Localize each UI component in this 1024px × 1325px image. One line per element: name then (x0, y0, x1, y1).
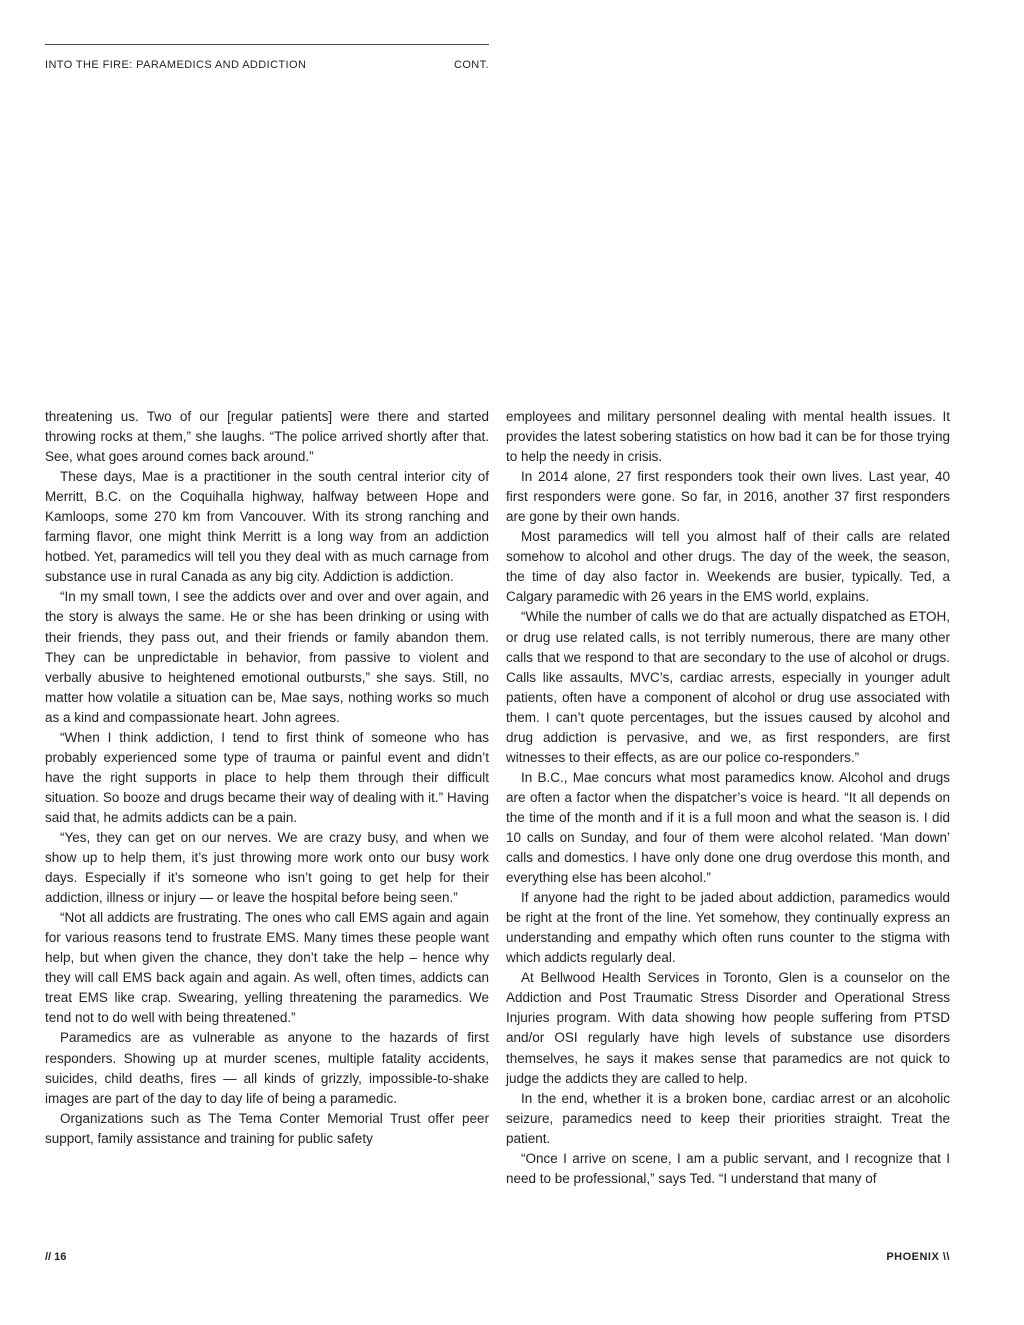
paragraph: At Bellwood Health Services in Toronto, Glen is a counselor on the Addiction and Post Traumatic Stress Disorder and Operational Stress Injuries program. With data showing how people suffering from PTSD and/or OSI regularly have high levels of substance use disorders themselves, he says it makes sense that paramedics are not quick to judge the addicts they are called to help. (506, 970, 950, 1086)
publication-name: PHOENIX \\ (886, 1251, 950, 1263)
paragraph: “Once I arrive on scene, I am a public servant, and I recognize that I need to be professional,” says Ted. “I understand that many of (506, 1150, 950, 1186)
paragraph: Organizations such as The Tema Conter Memorial Trust offer peer support, family assistance and training for public safety (45, 1110, 489, 1146)
paragraph: employees and military personnel dealing with mental health issues. It provides the latest sobering statistics on how bad it can be for those trying to help the needy in crisis. (506, 409, 950, 465)
paragraph: Paramedics are as vulnerable as anyone to the hazards of first responders. Showing up at murder scenes, multiple fatality accidents, suicides, child deaths, fires — all kinds of grizzly, impossible-to-shake images are part of the day to day life of being a paramedic. (45, 1030, 489, 1106)
paragraph: threatening us. Two of our [regular patients] were there and started throwing rocks at them,” she laughs. “The police arrived shortly after that. See, what goes around comes back around.” (45, 409, 489, 465)
paragraph: These days, Mae is a practitioner in the south central interior city of Merritt, B.C. on the Coquihalla highway, halfway between Hope and Kamloops, some 270 km from Vancouver. With its strong ranching and farming flavor, one might think Merritt is a long way from an addiction hotbed. Yet, paramedics will tell you they deal with as much carnage from substance use in rural Canada as any big city. Addiction is addiction. (45, 469, 489, 585)
running-head (45, 59, 489, 71)
paragraph: “Yes, they can get on our nerves. We are crazy busy, and when we show up to help them, it’s just throwing more work onto our busy work days. Especially if it’s someone who isn’t going to get help for their addiction, illness or injury — or leave the hospital before being seen.” (45, 829, 489, 906)
page-number: // 16 (45, 1251, 67, 1263)
paragraph: “When I think addiction, I tend to first think of someone who has probably experienced some type of trauma or painful event and didn’t have the right supports in place to help them through their difficult situation. So booze and drugs became their way of dealing with it.” Having said that, he admits addicts can be a pain. (45, 729, 489, 825)
left-column (45, 407, 489, 1149)
continued-label: CONT. (454, 59, 489, 71)
header-rule (45, 44, 489, 45)
paragraph: In 2014 alone, 27 first responders took their own lives. Last year, 40 first responders were gone. So far, in 2016, another 37 first responders are gone by their own hands. (506, 469, 950, 525)
right-column (506, 407, 950, 1189)
paragraph: Most paramedics will tell you almost half of their calls are related somehow to alcohol and other drugs. The day of the week, the season, the time of day also factor in. Weekends are busier, typically. Ted, a Calgary paramedic with 26 years in the EMS world, explains. (506, 529, 950, 605)
paragraph: “In my small town, I see the addicts over and over and over again, and the story is always the same. He or she has been drinking or using with their friends, they pass out, and their friends or family abandon them. They can be unpredictable in behavior, from passive to violent and verbally abusive to heightened emotional outbursts,” she says. Still, no matter how volatile a situation can be, Mae says, nothing works so much as a kind and compassionate heart. John agrees. (45, 589, 489, 725)
paragraph: If anyone had the right to be jaded about addiction, paramedics would be right at the front of the line. Yet somehow, they continually express an understanding and empathy which often runs counter to the stigma with which addicts regularly deal. (506, 890, 950, 966)
article-title: INTO THE FIRE: PARAMEDICS AND ADDICTION (45, 59, 307, 71)
paragraph: “Not all addicts are frustrating. The ones who call EMS again and again for various reasons tend to frustrate EMS. Many times these people want help, but when given the chance, they don’t take the help – hence why they will call EMS back again and again. As well, often times, addicts can treat EMS like crap. Swearing, yelling threatening the paramedics. We tend not to do well with being threatened.” (45, 910, 489, 1026)
paragraph: In the end, whether it is a broken bone, cardiac arrest or an alcoholic seizure, paramedics need to keep their priorities straight. Treat the patient. (506, 1090, 950, 1146)
paragraph: In B.C., Mae concurs what most paramedics know. Alcohol and drugs are often a factor when the dispatcher’s voice is heard. “It all depends on the time of the month and if it is a full moon and what the season is. I did 10 calls on Sunday, and four of them were alcohol related. ‘Man down’ calls and domestics. I have only done one drug overdose this month, and everything else has been alcohol.” (506, 769, 950, 886)
paragraph: “While the number of calls we do that are actually dispatched as ETOH, or drug use related calls, is not terribly numerous, there are many other calls that we respond to that are secondary to the use of alcohol or drugs. Calls like assaults, MVC’s, cardiac arrests, especially in younger adult patients, often have a component of alcohol or drug use associated with them. I can’t quote percentages, but the issues caused by alcohol and drug addiction is pervasive, and we, as first responders, are first witnesses to their effects, as are our police co-responders.” (506, 609, 950, 765)
